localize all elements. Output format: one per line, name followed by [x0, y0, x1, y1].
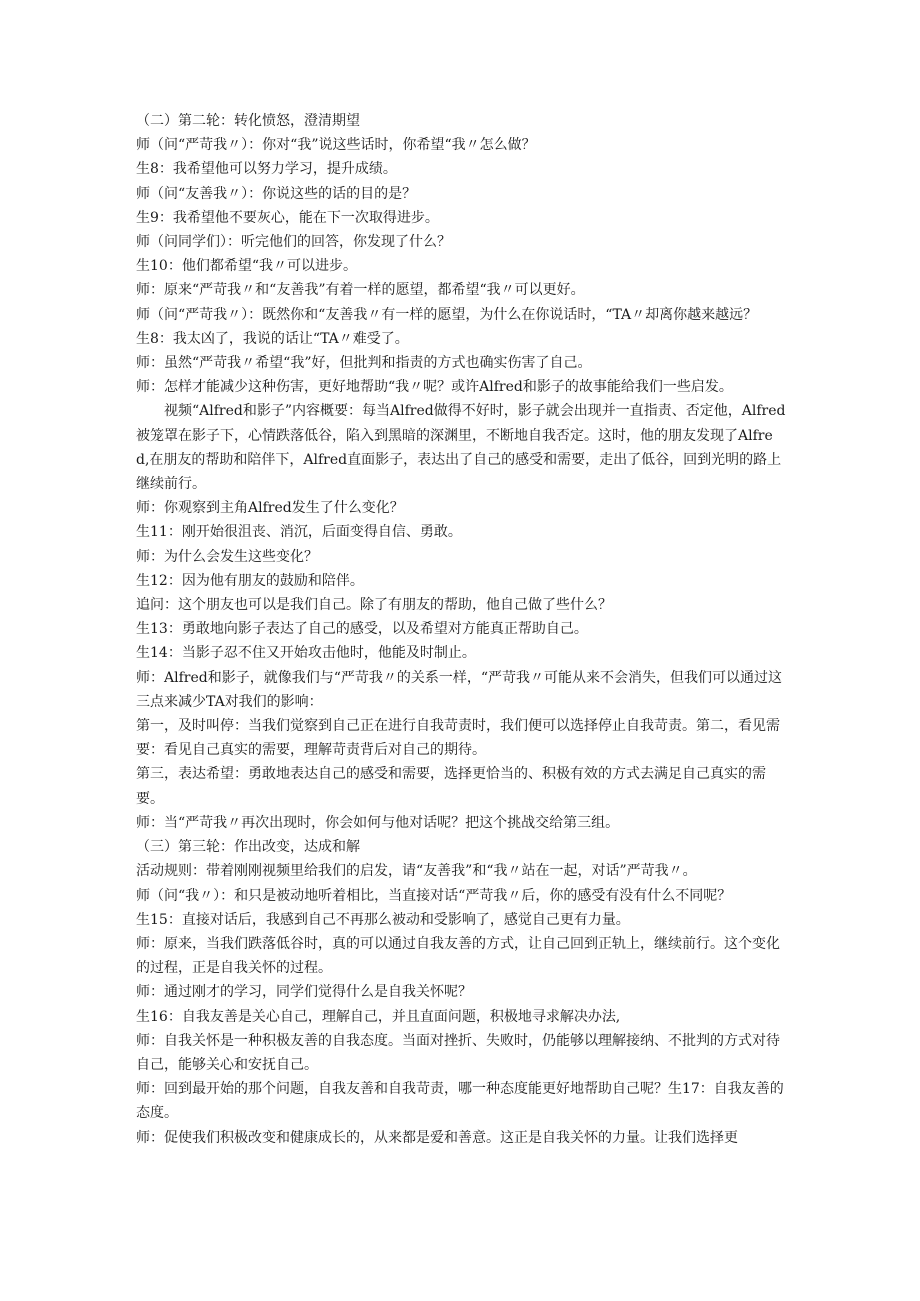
paragraph: 师（问“严苛我〃）：你对“我”说这些话时，你希望“我〃怎么做？	[136, 137, 536, 154]
paragraph: 追问：这个朋友也可以是我们自己。除了有朋友的帮助，他自己做了些什么？	[136, 597, 612, 614]
document-body	[136, 109, 786, 1150]
paragraph: 师（问“我〃）：和只是被动地听着相比，当直接对话“严苛我〃后，你的感受有没有什么不同呢？	[136, 887, 732, 904]
paragraph: 视频“Alfred和影子”内容概要：每当Alfred做得不好时，影子就会出现并一直指责、否定他，Alfred被笼罩在影子下，心情跌落低谷，陷入到黑暗的深渊里，不断地自我否定。这时，他的朋友发现了Alfred,在朋友的帮助和陪伴下，Alfred直面影子，表达出了自己的感受和需要，走出了低谷，回到光明的路上继续前行。	[136, 403, 786, 493]
paragraph: 师：Alfred和影子，就像我们与“严苛我〃的关系一样，“严苛我〃可能从来不会消失，但我们可以通过这三点来减少TA对我们的影响：	[136, 669, 783, 710]
paragraph: 生12：因为他有朋友的鼓励和陪伴。	[136, 572, 364, 589]
paragraph: 生10：他们都希望“我〃可以进步。	[136, 258, 357, 275]
paragraph: 生16：自我友善是关心自己，理解自己，并且直面问题，积极地寻求解决办法,	[136, 1008, 621, 1025]
paragraph: 师：你观察到主角Alfred发生了什么变化？	[136, 500, 404, 517]
paragraph: 师（问“友善我〃）：你说这些的话的目的是？	[136, 185, 417, 202]
paragraph: 生8：我希望他可以努力学习，提升成绩。	[136, 161, 397, 178]
paragraph: 师（问同学们）：听完他们的回答，你发现了什么？	[136, 234, 451, 251]
paragraph: 生15：直接对话后，我感到自己不再那么被动和受影响了，感觉自己更有力量。	[136, 911, 630, 928]
paragraph: 师：为什么会发生这些变化？	[136, 548, 318, 565]
paragraph: 生14：当影子忍不住又开始攻击他时，他能及时制止。	[136, 645, 476, 662]
paragraph: 生11：刚开始很沮丧、消沉，后面变得自信、勇敢。	[136, 524, 462, 541]
paragraph: 师：促使我们积极改变和健康成长的，从来都是爱和善意。这正是自我关怀的力量。让我们选择更	[136, 1129, 738, 1146]
paragraph: 生8：我太凶了，我说的话让“TA〃难受了。	[136, 330, 409, 347]
paragraph: 第三，表达希望：勇敢地表达自己的感受和需要，选择更恰当的、积极有效的方式去满足自己真实的需要。	[136, 766, 766, 807]
paragraph: 第一，及时叫停：当我们觉察到自己正在进行自我苛责时，我们便可以选择停止自我苛责。第二，看见需要：看见自己真实的需要，理解苛责背后对自己的期待。	[136, 718, 780, 759]
paragraph: 师：回到最开始的那个问题，自我友善和自我苛责，哪一种态度能更好地帮助自己呢？生17：自我友善的态度。	[136, 1081, 784, 1122]
paragraph: 生13：勇敢地向影子表达了自己的感受，以及希望对方能真正帮助自己。	[136, 621, 588, 638]
paragraph: 师：自我关怀是一种积极友善的自我态度。当面对挫折、失败时，仍能够以理解接纳、不批判的方式对待自己，能够关心和安抚自己。	[136, 1032, 780, 1073]
paragraph: 师（问“严苛我〃）：既然你和“友善我〃有一样的愿望，为什么在你说话时，“TA〃却离你越来越远？	[136, 306, 758, 323]
paragraph: 师：虽然“严苛我〃希望“我”好，但批判和指责的方式也确实伤害了自己。	[136, 355, 592, 372]
paragraph: （二）第二轮：转化愤怒，澄清期望	[136, 113, 360, 129]
paragraph: 师：当“严苛我〃再次出现时，你会如何与他对话呢？把这个挑战交给第三组。	[136, 814, 620, 831]
paragraph: 师：原来，当我们跌落低谷时，真的可以通过自我友善的方式，让自己回到正轨上，继续前行。这个变化的过程，正是自我关怀的过程。	[136, 935, 780, 977]
paragraph: 师：怎样才能减少这种伤害，更好地帮助“我〃呢？或许Alfred和影子的故事能给我们一些启发。	[136, 379, 733, 396]
paragraph: 师：原来“严苛我〃和“友善我”有着一样的愿望，都希望“我〃可以更好。	[136, 282, 585, 299]
paragraph: 生9：我希望他不要灰心，能在下一次取得进步。	[136, 209, 439, 226]
paragraph: 活动规则：带着刚刚视频里给我们的启发，请“友善我”和“我〃站在一起，对话”严苛我〃。	[136, 863, 697, 880]
paragraph: 师：通过刚才的学习，同学们觉得什么是自我关怀呢？	[136, 984, 472, 1001]
paragraph: （三）第三轮：作出改变，达成和解	[136, 839, 360, 856]
